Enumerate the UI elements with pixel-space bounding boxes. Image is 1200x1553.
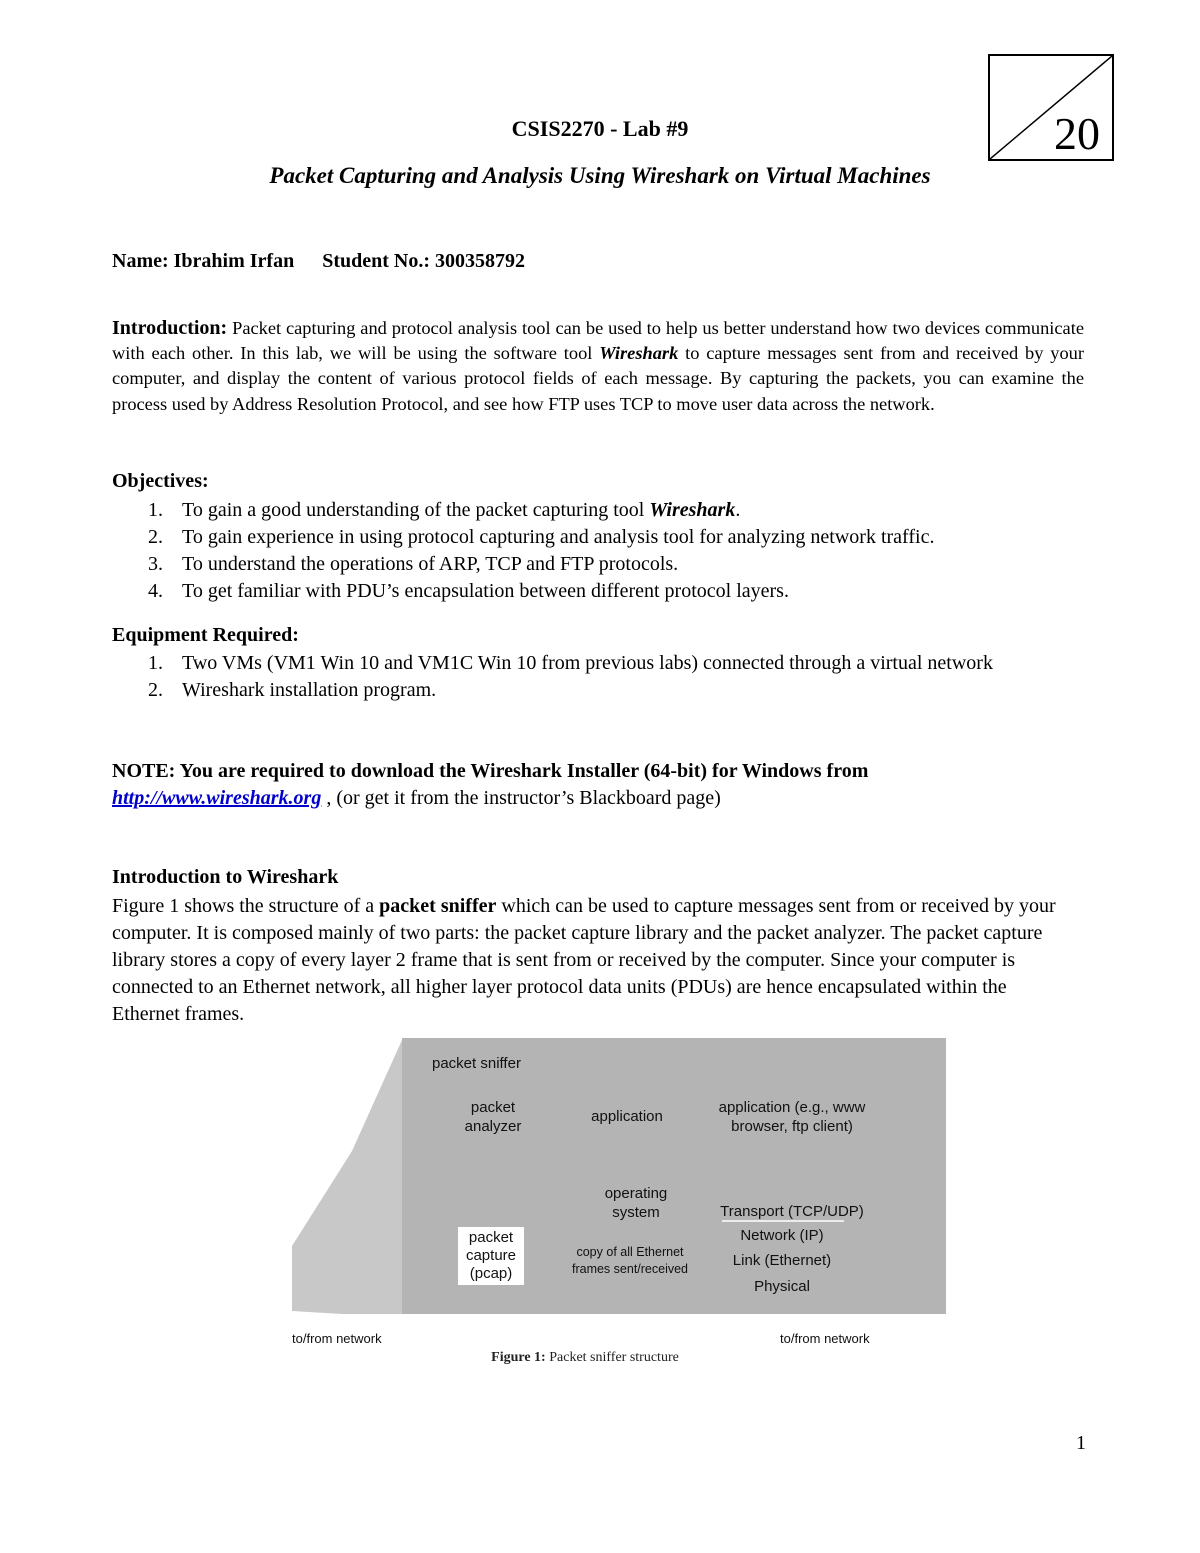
- label-to-from-right: to/from network: [780, 1331, 870, 1346]
- lab-title: Packet Capturing and Analysis Using Wireshark on Virtual Machines: [269, 163, 931, 188]
- label-operating-system: operating system: [604, 1185, 668, 1221]
- equipment-heading: Equipment Required:: [112, 624, 299, 646]
- wireshark-link[interactable]: http://www.wireshark.org: [112, 787, 322, 809]
- intro-text-2: to capture messages sent from and received by your computer, and display the content of various protocol fields of each message. By capturing the packets, you can examine the process used by Address Resolution Protocol, and see how FTP uses TCP to move user data across the network.: [112, 343, 1084, 414]
- label-packet-sniffer: packet sniffer: [432, 1055, 521, 1072]
- label-to-from-left: to/from network: [292, 1331, 382, 1346]
- wireshark-intro-heading: Introduction to Wireshark: [112, 866, 339, 888]
- list-item: 4. To get familiar with PDU’s encapsulation between different protocol layers.: [148, 580, 789, 602]
- grade-score: 20: [1054, 108, 1100, 159]
- student-number: Student No.: 300358792: [322, 250, 526, 272]
- intro-tool: Wireshark: [599, 343, 679, 364]
- packet-sniffer-term: packet sniffer: [379, 895, 497, 917]
- objectives-list: [112, 497, 1092, 605]
- sniffer-wedge: [292, 1040, 402, 1314]
- label-link: Link (Ethernet): [732, 1252, 832, 1269]
- label-physical: Physical: [754, 1278, 810, 1295]
- download-note: [112, 758, 1092, 812]
- list-item: 2. Wireshark installation program.: [148, 679, 437, 701]
- student-info: [112, 250, 525, 273]
- figure-caption: Figure 1: Packet sniffer structure: [491, 1350, 679, 1365]
- list-item: 1. Two VMs (VM1 Win 10 and VM1C Win 10 from previous labs) connected through a virtual network: [148, 652, 993, 674]
- intro-paragraph: [112, 316, 1084, 417]
- label-transport: Transport (TCP/UDP): [720, 1203, 864, 1220]
- intro-heading: Introduction:: [112, 317, 228, 339]
- grade-box: [988, 54, 1114, 161]
- page-number: 1: [1076, 1432, 1086, 1454]
- equipment-list: [112, 650, 1072, 704]
- intro-text-1: Packet capturing and protocol analysis tool can be used to help us better understand how two devices communicate with each other. In this lab, we will be using the software tool: [112, 318, 1084, 364]
- course-title: CSIS2270 - Lab #9: [511, 116, 689, 141]
- packet-sniffer-figure: [282, 1036, 946, 1346]
- student-name: Name: Ibrahim Irfan: [112, 250, 295, 272]
- label-application: application: [591, 1108, 663, 1125]
- wireshark-intro-paragraph: Figure 1 shows the structure of a packet sniffer which can be used to capture messages sent from or received by your computer. It is composed mainly of two parts: the packet capture library and the packet analyzer. The packet capture library stores a copy of every layer 2 frame that is sent from or received by the computer. Since your computer is connected to an Ethernet network, all higher layer protocol data units (PDUs) are hence encapsulated within the Ethernet frames.: [112, 895, 1056, 1025]
- objectives-heading: Objectives:: [112, 470, 209, 492]
- label-application-eg: application (e.g., www browser, ftp client): [718, 1099, 866, 1135]
- label-network: Network (IP): [740, 1227, 824, 1244]
- note-rest: , (or get it from the instructor’s Blackboard page): [321, 787, 721, 809]
- list-item: 3. To understand the operations of ARP, TCP and FTP protocols.: [148, 553, 679, 575]
- note-bold: NOTE: You are required to download the Wireshark Installer (64-bit) for Windows from: [112, 760, 869, 782]
- label-packet-analyzer: packet analyzer: [464, 1099, 522, 1135]
- label-copy-frames: copy of all Ethernet frames sent/received: [571, 1245, 689, 1276]
- label-pcap: packet capture (pcap): [458, 1227, 524, 1285]
- list-item: 1. To gain a good understanding of the packet capturing tool Wireshark.: [148, 499, 741, 521]
- list-item: 2. To gain experience in using protocol capturing and analysis tool for analyzing network traffic.: [148, 526, 935, 548]
